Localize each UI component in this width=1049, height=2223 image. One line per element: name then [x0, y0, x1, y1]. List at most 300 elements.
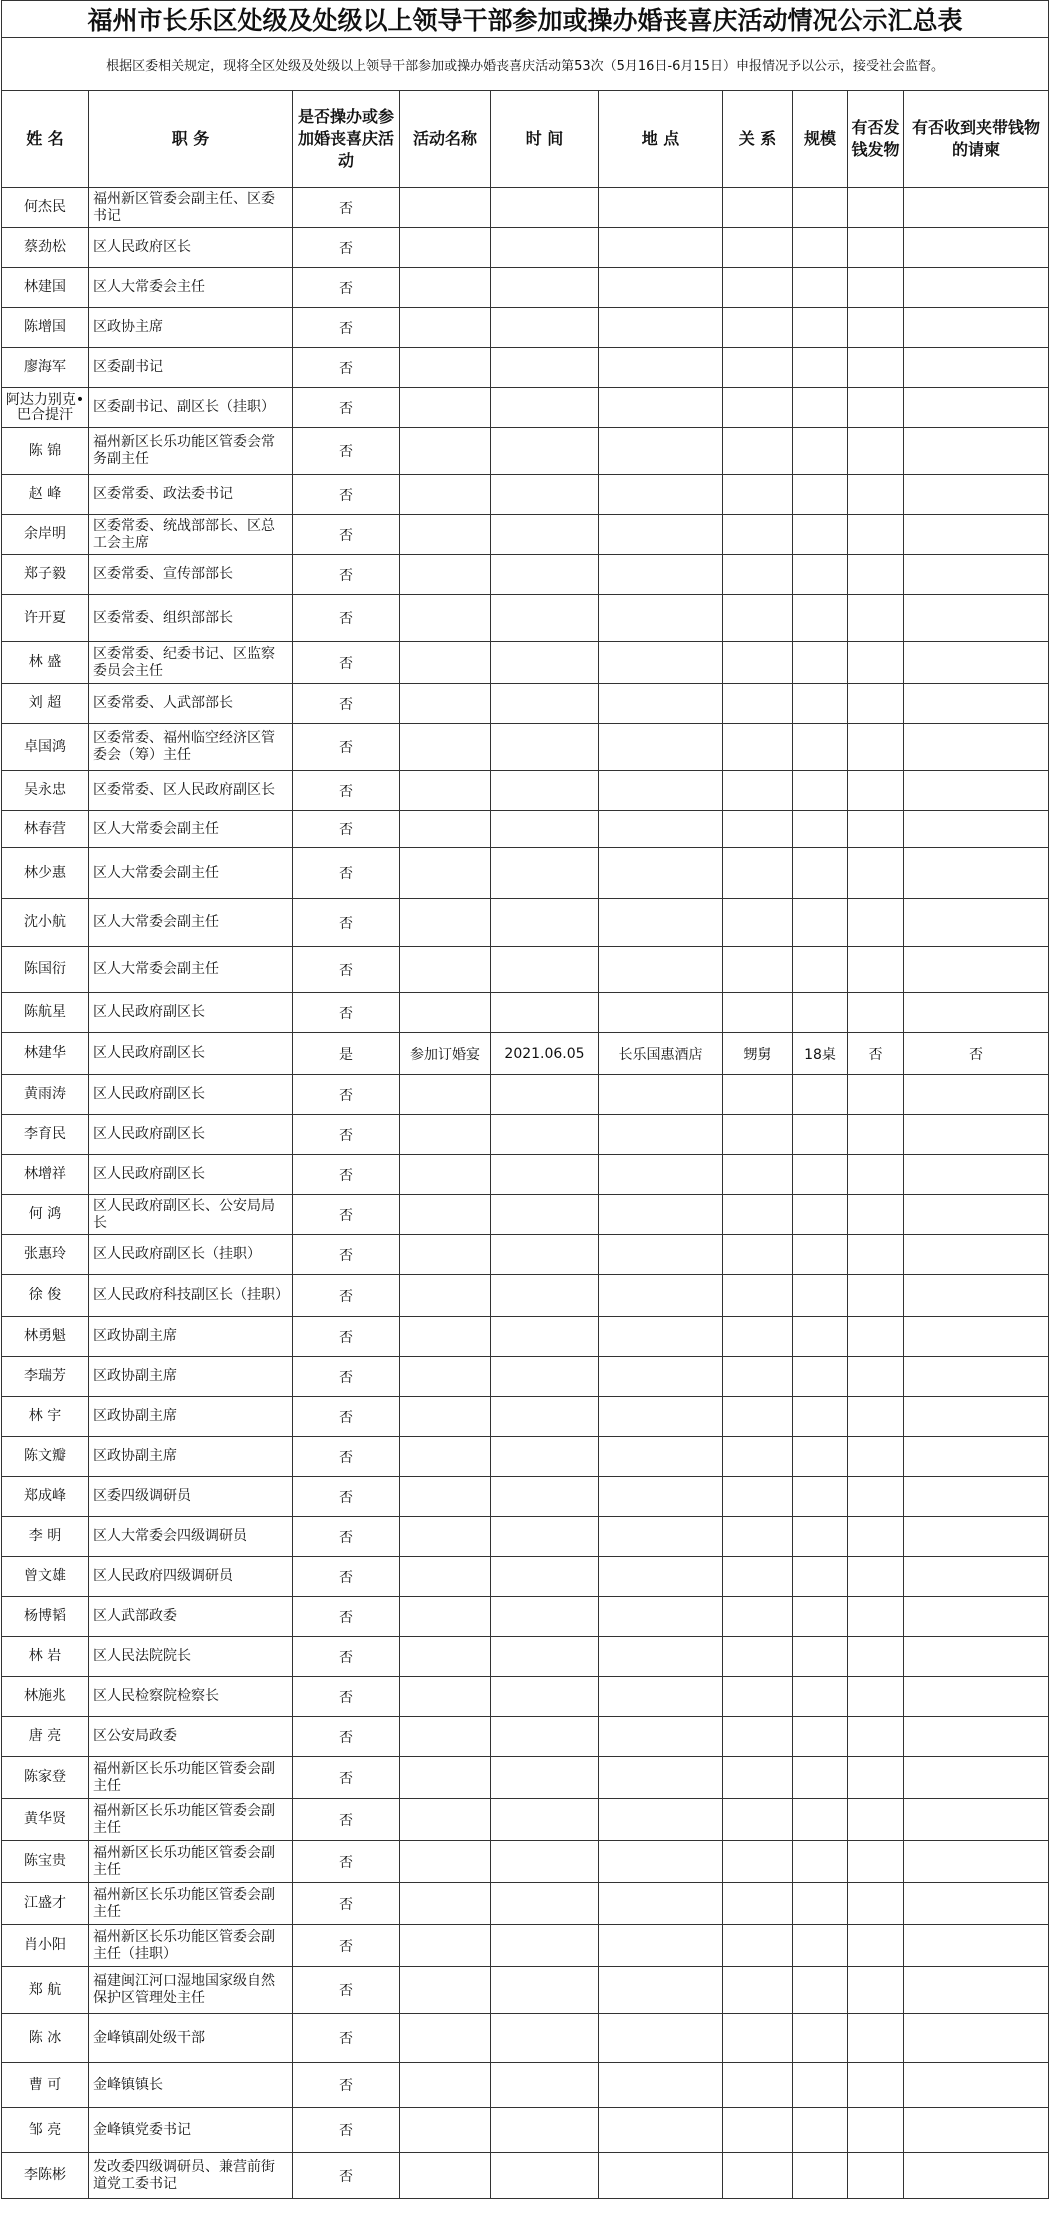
cell-attend: 否 — [293, 2063, 400, 2108]
cell-bribe — [904, 595, 1049, 642]
cell-activity — [400, 1075, 491, 1115]
cell-attend: 否 — [293, 993, 400, 1033]
table-row — [2, 2063, 1049, 2108]
cell-gift — [848, 595, 904, 642]
cell-place — [599, 771, 723, 811]
cell-position: 区政协副主席 — [89, 1437, 293, 1477]
cell-activity — [400, 771, 491, 811]
cell-name: 肖小阳 — [2, 1925, 89, 1967]
table-row — [2, 1075, 1049, 1115]
cell-relation — [723, 724, 793, 771]
cell-relation — [723, 595, 793, 642]
table-row — [2, 1597, 1049, 1637]
cell-relation — [723, 684, 793, 724]
cell-time — [491, 1317, 599, 1357]
cell-bribe — [904, 1437, 1049, 1477]
cell-attend: 否 — [293, 1235, 400, 1275]
cell-relation — [723, 771, 793, 811]
cell-time — [491, 555, 599, 595]
cell-activity — [400, 1155, 491, 1195]
cell-gift — [848, 1397, 904, 1437]
table-row — [2, 771, 1049, 811]
cell-place — [599, 724, 723, 771]
cell-name: 陈国衍 — [2, 947, 89, 993]
cell-bribe — [904, 428, 1049, 475]
header-activity: 活动名称 — [400, 91, 491, 188]
header-bribe: 有否收到夹带钱物的请柬 — [904, 91, 1049, 188]
cell-gift — [848, 724, 904, 771]
cell-gift — [848, 1477, 904, 1517]
cell-name: 郑 航 — [2, 1967, 89, 2014]
table-row — [2, 1841, 1049, 1883]
cell-gift — [848, 2108, 904, 2153]
cell-attend: 否 — [293, 947, 400, 993]
summary-table — [1, 0, 1049, 2199]
cell-bribe — [904, 2063, 1049, 2108]
cell-position: 福州新区长乐功能区管委会副主任 — [89, 1757, 293, 1799]
cell-position: 区委常委、人武部部长 — [89, 684, 293, 724]
cell-position: 区人民政府副区长 — [89, 1155, 293, 1195]
cell-scale — [793, 1517, 848, 1557]
cell-attend: 否 — [293, 1517, 400, 1557]
cell-relation — [723, 515, 793, 555]
cell-gift — [848, 899, 904, 947]
cell-place — [599, 188, 723, 228]
cell-relation — [723, 1477, 793, 1517]
cell-attend: 否 — [293, 1597, 400, 1637]
cell-position: 区人民检察院检察长 — [89, 1677, 293, 1717]
table-row — [2, 1557, 1049, 1597]
cell-name: 余岸明 — [2, 515, 89, 555]
cell-bribe — [904, 1075, 1049, 1115]
cell-time — [491, 1841, 599, 1883]
table-row — [2, 1195, 1049, 1235]
cell-attend: 否 — [293, 1799, 400, 1841]
cell-bribe — [904, 1637, 1049, 1677]
cell-position: 福州新区长乐功能区管委会副主任 — [89, 1841, 293, 1883]
cell-scale — [793, 1883, 848, 1925]
cell-name: 郑成峰 — [2, 1477, 89, 1517]
cell-activity — [400, 684, 491, 724]
cell-activity — [400, 724, 491, 771]
cell-bribe — [904, 475, 1049, 515]
cell-place — [599, 899, 723, 947]
table-row — [2, 308, 1049, 348]
table-row — [2, 1033, 1049, 1075]
cell-bribe — [904, 771, 1049, 811]
cell-scale — [793, 771, 848, 811]
cell-place — [599, 947, 723, 993]
cell-bribe — [904, 388, 1049, 428]
cell-bribe — [904, 1275, 1049, 1317]
cell-relation — [723, 2108, 793, 2153]
cell-place — [599, 515, 723, 555]
cell-position: 区政协副主席 — [89, 1357, 293, 1397]
cell-scale — [793, 308, 848, 348]
cell-gift — [848, 1717, 904, 1757]
cell-activity — [400, 1275, 491, 1317]
cell-attend: 否 — [293, 428, 400, 475]
cell-relation — [723, 1397, 793, 1437]
cell-position: 福州新区长乐功能区管委会副主任（挂职） — [89, 1925, 293, 1967]
cell-place — [599, 1841, 723, 1883]
cell-bribe — [904, 1235, 1049, 1275]
cell-name: 刘 超 — [2, 684, 89, 724]
table-row — [2, 1235, 1049, 1275]
cell-activity — [400, 1317, 491, 1357]
cell-bribe: 否 — [904, 1033, 1049, 1075]
header-position: 职 务 — [89, 91, 293, 188]
cell-name: 唐 亮 — [2, 1717, 89, 1757]
cell-bribe — [904, 555, 1049, 595]
cell-position: 区人大常委会主任 — [89, 268, 293, 308]
cell-attend: 否 — [293, 1757, 400, 1799]
cell-time — [491, 848, 599, 899]
cell-gift — [848, 684, 904, 724]
cell-time — [491, 2153, 599, 2199]
table-row — [2, 1717, 1049, 1757]
header-relation: 关 系 — [723, 91, 793, 188]
cell-relation — [723, 642, 793, 684]
cell-scale — [793, 515, 848, 555]
cell-gift — [848, 1275, 904, 1317]
cell-scale — [793, 1477, 848, 1517]
cell-position: 区人民政府区长 — [89, 228, 293, 268]
cell-scale — [793, 475, 848, 515]
cell-scale: 18桌 — [793, 1033, 848, 1075]
cell-activity — [400, 1925, 491, 1967]
cell-name: 黄华贤 — [2, 1799, 89, 1841]
header-scale: 规模 — [793, 91, 848, 188]
cell-time — [491, 1357, 599, 1397]
cell-gift — [848, 1517, 904, 1557]
cell-bribe — [904, 1155, 1049, 1195]
cell-bribe — [904, 848, 1049, 899]
cell-activity — [400, 2153, 491, 2199]
cell-bribe — [904, 899, 1049, 947]
cell-bribe — [904, 2108, 1049, 2153]
header-time: 时 间 — [491, 91, 599, 188]
cell-scale — [793, 1195, 848, 1235]
cell-relation — [723, 388, 793, 428]
cell-scale — [793, 1115, 848, 1155]
cell-scale — [793, 724, 848, 771]
cell-time — [491, 308, 599, 348]
cell-bribe — [904, 308, 1049, 348]
cell-position: 金峰镇副处级干部 — [89, 2014, 293, 2063]
cell-bribe — [904, 348, 1049, 388]
cell-gift — [848, 1437, 904, 1477]
cell-bribe — [904, 993, 1049, 1033]
cell-scale — [793, 1597, 848, 1637]
cell-time: 2021.06.05 — [491, 1033, 599, 1075]
cell-relation — [723, 2063, 793, 2108]
cell-scale — [793, 1317, 848, 1357]
cell-attend: 否 — [293, 1925, 400, 1967]
cell-name: 曹 可 — [2, 2063, 89, 2108]
cell-time — [491, 1235, 599, 1275]
cell-position: 区人大常委会四级调研员 — [89, 1517, 293, 1557]
table-row — [2, 348, 1049, 388]
cell-place — [599, 2063, 723, 2108]
cell-name: 张惠玲 — [2, 1235, 89, 1275]
cell-time — [491, 1925, 599, 1967]
cell-position: 区人民政府副区长 — [89, 1033, 293, 1075]
table-row — [2, 1477, 1049, 1517]
cell-position: 区委常委、统战部部长、区总工会主席 — [89, 515, 293, 555]
cell-bribe — [904, 268, 1049, 308]
cell-scale — [793, 1799, 848, 1841]
cell-bribe — [904, 684, 1049, 724]
table-row — [2, 724, 1049, 771]
cell-scale — [793, 348, 848, 388]
cell-name: 林少惠 — [2, 848, 89, 899]
cell-time — [491, 388, 599, 428]
cell-position: 区人武部政委 — [89, 1597, 293, 1637]
cell-attend: 否 — [293, 1437, 400, 1477]
cell-gift — [848, 1925, 904, 1967]
cell-place — [599, 1677, 723, 1717]
cell-time — [491, 1517, 599, 1557]
cell-bribe — [904, 1357, 1049, 1397]
cell-attend: 否 — [293, 1717, 400, 1757]
cell-name: 徐 俊 — [2, 1275, 89, 1317]
cell-scale — [793, 642, 848, 684]
cell-relation — [723, 1275, 793, 1317]
cell-bribe — [904, 811, 1049, 848]
cell-activity — [400, 1717, 491, 1757]
table-row — [2, 993, 1049, 1033]
cell-bribe — [904, 1517, 1049, 1557]
cell-place — [599, 684, 723, 724]
cell-bribe — [904, 1757, 1049, 1799]
cell-place — [599, 1195, 723, 1235]
cell-activity — [400, 515, 491, 555]
cell-place — [599, 1925, 723, 1967]
cell-time — [491, 1115, 599, 1155]
table-row — [2, 1637, 1049, 1677]
cell-time — [491, 1637, 599, 1677]
cell-name: 杨博韬 — [2, 1597, 89, 1637]
cell-name: 沈小航 — [2, 899, 89, 947]
cell-name: 林建华 — [2, 1033, 89, 1075]
table-row — [2, 2108, 1049, 2153]
cell-name: 曾文雄 — [2, 1557, 89, 1597]
cell-relation — [723, 348, 793, 388]
cell-gift — [848, 1883, 904, 1925]
cell-place — [599, 1883, 723, 1925]
cell-gift — [848, 1799, 904, 1841]
cell-place — [599, 268, 723, 308]
cell-position: 区人民政府科技副区长（挂职） — [89, 1275, 293, 1317]
cell-relation: 甥舅 — [723, 1033, 793, 1075]
cell-attend: 否 — [293, 1557, 400, 1597]
cell-gift — [848, 1235, 904, 1275]
cell-place — [599, 348, 723, 388]
cell-gift — [848, 993, 904, 1033]
cell-activity — [400, 1397, 491, 1437]
cell-name: 何杰民 — [2, 188, 89, 228]
cell-gift — [848, 848, 904, 899]
cell-name: 赵 峰 — [2, 475, 89, 515]
cell-place — [599, 555, 723, 595]
cell-place — [599, 642, 723, 684]
cell-attend: 否 — [293, 1477, 400, 1517]
cell-activity — [400, 642, 491, 684]
cell-gift — [848, 1075, 904, 1115]
cell-relation — [723, 1717, 793, 1757]
cell-scale — [793, 188, 848, 228]
cell-time — [491, 1075, 599, 1115]
cell-gift — [848, 1967, 904, 2014]
cell-place — [599, 1757, 723, 1799]
cell-gift — [848, 1677, 904, 1717]
cell-activity — [400, 2108, 491, 2153]
cell-place — [599, 428, 723, 475]
cell-attend: 否 — [293, 1075, 400, 1115]
cell-position: 区人民政府四级调研员 — [89, 1557, 293, 1597]
cell-name: 黄雨涛 — [2, 1075, 89, 1115]
cell-place — [599, 1155, 723, 1195]
cell-bribe — [904, 642, 1049, 684]
cell-time — [491, 684, 599, 724]
cell-gift — [848, 348, 904, 388]
cell-relation — [723, 1235, 793, 1275]
cell-time — [491, 1557, 599, 1597]
cell-place — [599, 993, 723, 1033]
cell-position: 区公安局政委 — [89, 1717, 293, 1757]
cell-bribe — [904, 724, 1049, 771]
table-row — [2, 848, 1049, 899]
cell-position: 区人民政府副区长（挂职） — [89, 1235, 293, 1275]
cell-bribe — [904, 1397, 1049, 1437]
cell-position: 区委常委、区人民政府副区长 — [89, 771, 293, 811]
cell-place — [599, 1717, 723, 1757]
cell-position: 福州新区长乐功能区管委会副主任 — [89, 1799, 293, 1841]
cell-attend: 否 — [293, 1115, 400, 1155]
cell-relation — [723, 2153, 793, 2199]
cell-scale — [793, 228, 848, 268]
cell-activity — [400, 811, 491, 848]
cell-attend: 否 — [293, 228, 400, 268]
cell-relation — [723, 1799, 793, 1841]
cell-activity — [400, 993, 491, 1033]
cell-position: 福州新区长乐功能区管委会常务副主任 — [89, 428, 293, 475]
table-row — [2, 1757, 1049, 1799]
cell-gift — [848, 428, 904, 475]
cell-position: 区人民政府副区长、公安局局长 — [89, 1195, 293, 1235]
cell-scale — [793, 1925, 848, 1967]
cell-gift — [848, 2153, 904, 2199]
cell-position: 福州新区长乐功能区管委会副主任 — [89, 1883, 293, 1925]
cell-activity — [400, 348, 491, 388]
cell-time — [491, 1195, 599, 1235]
cell-bribe — [904, 2153, 1049, 2199]
cell-bribe — [904, 947, 1049, 993]
cell-attend: 否 — [293, 308, 400, 348]
cell-scale — [793, 811, 848, 848]
cell-place — [599, 2153, 723, 2199]
cell-activity — [400, 1883, 491, 1925]
cell-scale — [793, 1397, 848, 1437]
table-row — [2, 1275, 1049, 1317]
cell-place — [599, 475, 723, 515]
cell-bribe — [904, 1557, 1049, 1597]
cell-time — [491, 228, 599, 268]
cell-name: 陈增国 — [2, 308, 89, 348]
cell-relation — [723, 811, 793, 848]
cell-time — [491, 1757, 599, 1799]
cell-attend: 否 — [293, 555, 400, 595]
cell-relation — [723, 899, 793, 947]
table-row — [2, 2014, 1049, 2063]
table-row — [2, 1155, 1049, 1195]
cell-position: 区委常委、组织部部长 — [89, 595, 293, 642]
cell-name: 郑子毅 — [2, 555, 89, 595]
cell-time — [491, 1967, 599, 2014]
cell-time — [491, 1155, 599, 1195]
cell-relation — [723, 1925, 793, 1967]
page-title: 福州市长乐区处级及处级以上领导干部参加或操办婚丧喜庆活动情况公示汇总表 — [2, 1, 1049, 38]
cell-position: 区人民政府副区长 — [89, 1115, 293, 1155]
cell-gift — [848, 308, 904, 348]
cell-bribe — [904, 515, 1049, 555]
cell-relation — [723, 228, 793, 268]
table-row — [2, 595, 1049, 642]
cell-time — [491, 993, 599, 1033]
cell-position: 区人大常委会副主任 — [89, 899, 293, 947]
cell-time — [491, 1477, 599, 1517]
cell-activity — [400, 428, 491, 475]
cell-time — [491, 595, 599, 642]
cell-gift — [848, 2014, 904, 2063]
cell-place — [599, 1517, 723, 1557]
cell-position: 区人民法院院长 — [89, 1637, 293, 1677]
cell-name: 林勇魁 — [2, 1317, 89, 1357]
header-place: 地 点 — [599, 91, 723, 188]
table-row — [2, 1115, 1049, 1155]
table-row — [2, 684, 1049, 724]
cell-scale — [793, 1557, 848, 1597]
cell-activity — [400, 1437, 491, 1477]
cell-time — [491, 1397, 599, 1437]
cell-relation — [723, 993, 793, 1033]
cell-position: 福建闽江河口湿地国家级自然保护区管理处主任 — [89, 1967, 293, 2014]
cell-time — [491, 642, 599, 684]
cell-relation — [723, 555, 793, 595]
cell-attend: 否 — [293, 642, 400, 684]
cell-relation — [723, 947, 793, 993]
cell-relation — [723, 308, 793, 348]
cell-scale — [793, 428, 848, 475]
cell-name: 林增祥 — [2, 1155, 89, 1195]
table-row — [2, 515, 1049, 555]
cell-gift — [848, 1557, 904, 1597]
cell-place — [599, 595, 723, 642]
table-row — [2, 2153, 1049, 2199]
cell-place — [599, 1357, 723, 1397]
cell-place — [599, 1115, 723, 1155]
cell-activity — [400, 1115, 491, 1155]
cell-scale — [793, 1717, 848, 1757]
cell-gift — [848, 2063, 904, 2108]
cell-position: 区政协主席 — [89, 308, 293, 348]
cell-relation — [723, 1841, 793, 1883]
cell-time — [491, 428, 599, 475]
cell-time — [491, 1883, 599, 1925]
cell-scale — [793, 1437, 848, 1477]
cell-name: 何 鸿 — [2, 1195, 89, 1235]
